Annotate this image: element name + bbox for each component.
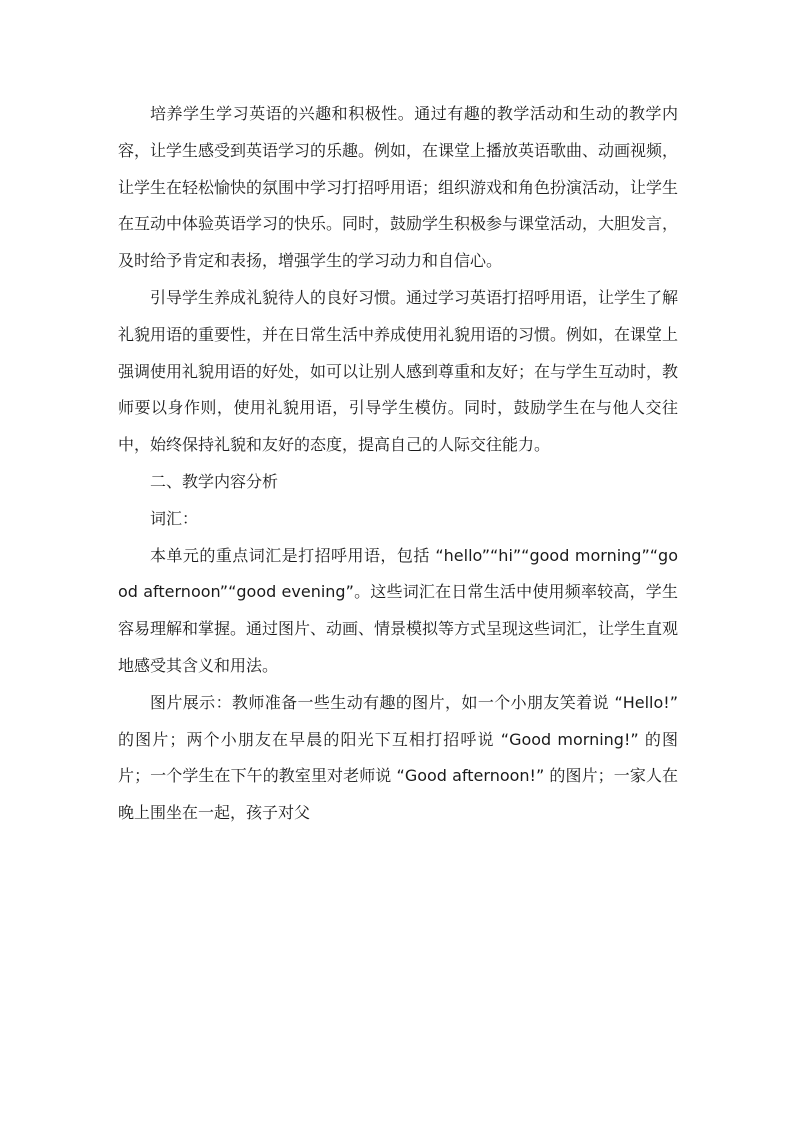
section-heading: 二、教学内容分析 bbox=[150, 471, 279, 491]
paragraph-politeness: 引导学生养成礼貌待人的良好习惯。通过学习英语打招呼用语，让学生了解礼貌用语的重要性，并在日常生活中养成使用礼貌用语的习惯。例如，在课堂上强调使用礼貌用语的好处，如可以让别人感到尊重和友好；在与学生互动时，教师要以身作则，使用礼貌用语，引导学生模仿。同时，鼓励学生在与他人交往中，始终保持礼貌和友好的态度，提高自己的人际交往能力。 bbox=[118, 287, 679, 455]
subheading-vocabulary: 词汇： bbox=[150, 508, 199, 528]
paragraph-picture-display: 图片展示：教师准备一些生动有趣的图片，如一个小朋友笑着说 “Hello!” 的图片；两个小朋友在早晨的阳光下互相打招呼说 “Good morning!” 的图片；一个学生在下午的教室里对老师说 “Good afternoon!” 的图片；一家人在晚上围坐在一起，孩子对父 bbox=[118, 692, 678, 823]
paragraph-vocabulary: 本单元的重点词汇是打招呼用语，包括 “hello”“hi”“good morning”“good afternoon”“good evening”。这些词汇在日常生活中使用频率较高，学生容易理解和掌握。通过图片、动画、情景模拟等方式呈现这些词汇，让学生直观地感受其含义和用法。 bbox=[118, 545, 679, 675]
paragraph-interest: 培养学生学习英语的兴趣和积极性。通过有趣的教学活动和生动的教学内容，让学生感受到英语学习的乐趣。例如，在课堂上播放英语歌曲、动画视频，让学生在轻松愉快的氛围中学习打招呼用语；组织游戏和角色扮演活动，让学生在互动中体验英语学习的快乐。同时，鼓励学生积极参与课堂活动，大胆发言，及时给予肯定和表扬，增强学生的学习动力和自信心。 bbox=[118, 104, 679, 271]
document-page bbox=[118, 96, 678, 832]
